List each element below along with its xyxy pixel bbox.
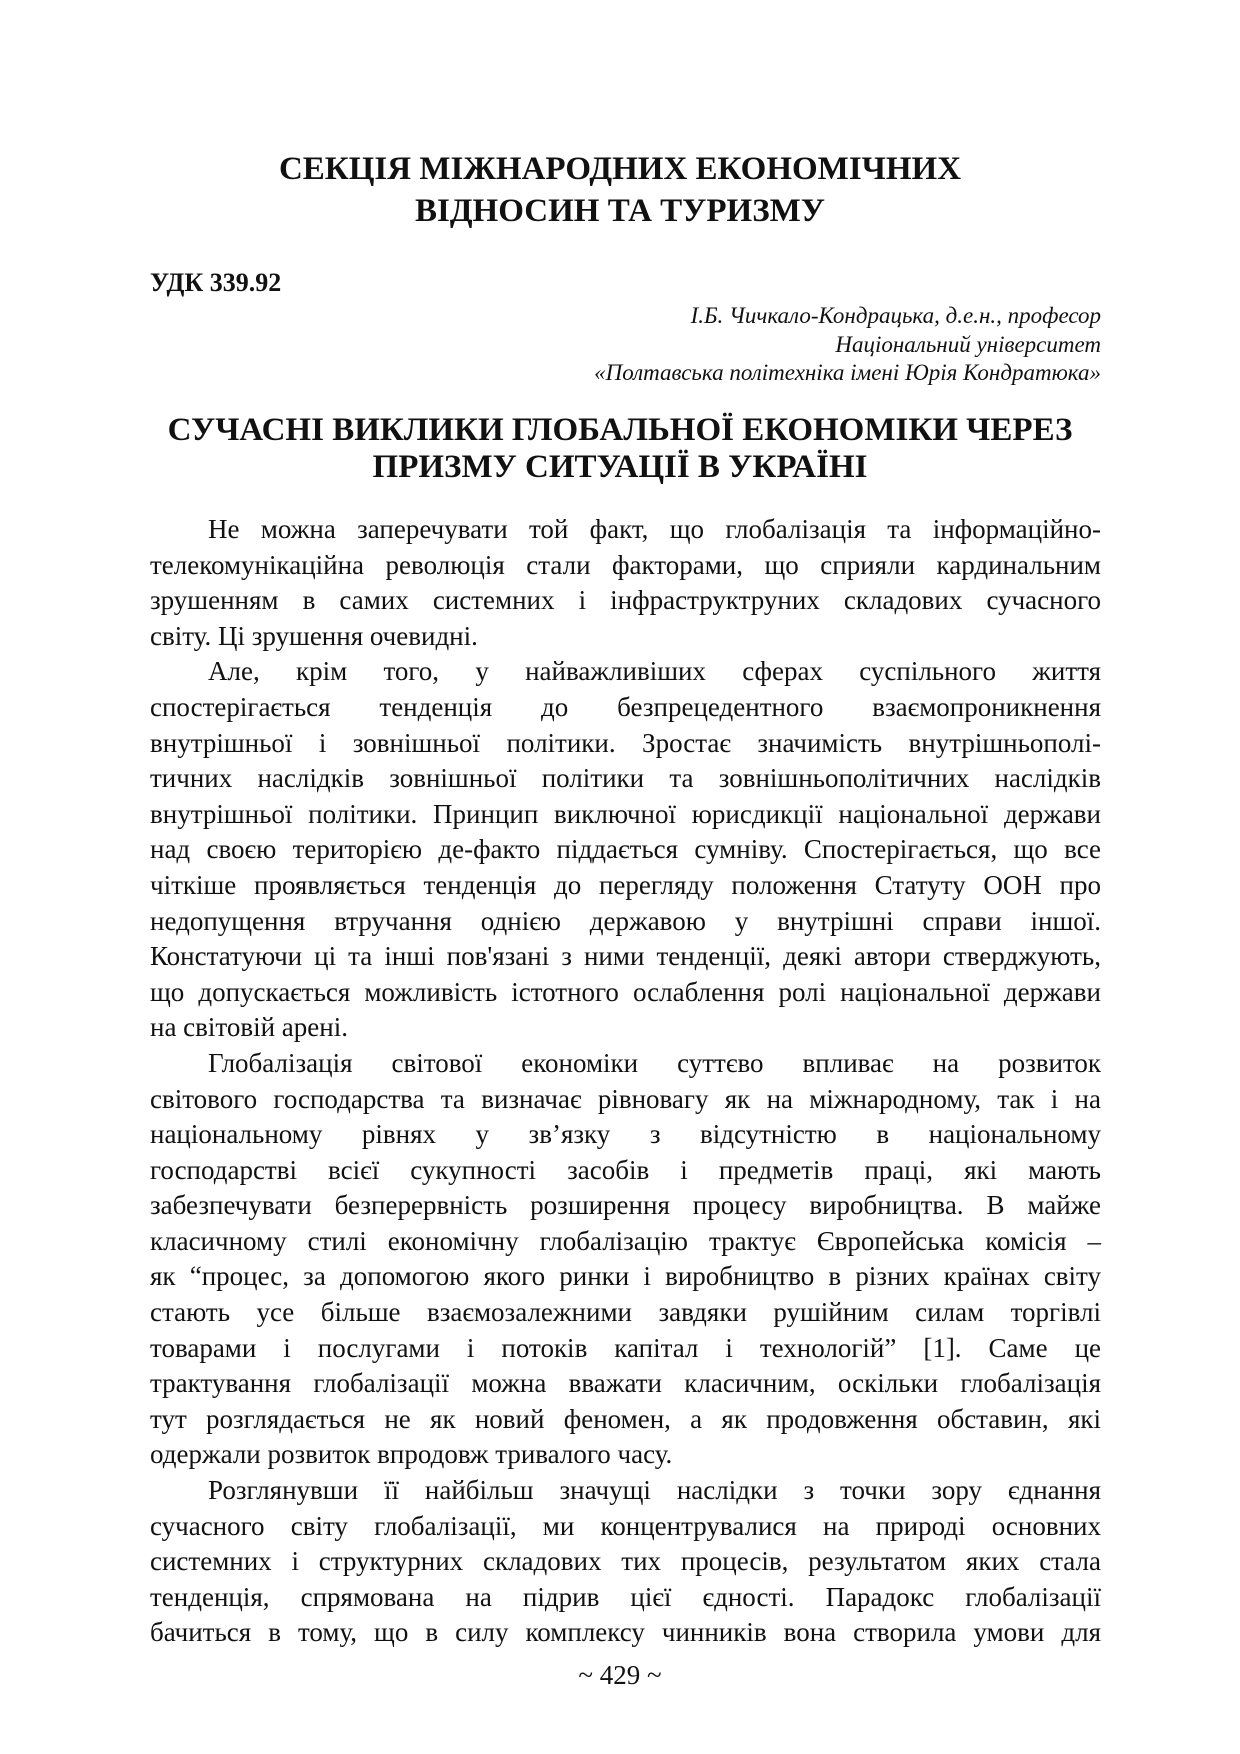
text-line: трактування глобалізації можна вважати класичним, оскільки глобалізація — [150, 1368, 1101, 1399]
text-line: товарами і послугами і потоків капітал і технологій” [1]. Саме це — [150, 1332, 1101, 1363]
text-line: телекомунікаційна революція стали факторами, що сприяли кардинальним — [150, 549, 1101, 580]
text-line: Розглянувши її найбільш значущі наслідки з точки зору єднання — [208, 1475, 1101, 1506]
text-line: системних і структурних складових тих процесів, результатом яких стала — [150, 1546, 1101, 1577]
article-body — [150, 512, 1101, 1651]
text-line: чіткіше проявляється тенденція до перегляду положення Статуту ООН про — [150, 869, 1101, 900]
text-line: внутрішньої політики. Принцип виключної юрисдикції національної держави — [150, 798, 1101, 829]
section-title-line: ВІДНОСИН ТА ТУРИЗМУ — [414, 193, 825, 229]
text-line: класичному стилі економічну глобалізацію трактує Європейська комісія – — [150, 1225, 1101, 1256]
text-line: Але, крім того, у найважливіших сферах суспільного життя — [208, 656, 1101, 687]
text-line: тичних наслідків зовнішньої політики та зовнішньополітичних наслідків — [150, 763, 1101, 794]
text-line: бачиться в тому, що в силу комплексу чинників вона створила умови для — [150, 1617, 1101, 1648]
text-line: Констатуючи ці та інші пов'язані з ними тенденції, деякі автори стверджують, — [150, 941, 1101, 972]
author-affiliation: «Полтавська політехніка імені Юрія Кондратюка» — [594, 360, 1101, 385]
udk-code: УДК 339.92 — [150, 268, 282, 297]
text-line: господарстві всієї сукупності засобів і предметів праці, які мають — [150, 1154, 1101, 1185]
article-title-line: ПРИЗМУ СИТУАЦІЇ В УКРАЇНІ — [372, 449, 868, 485]
text-line: світового господарства та визначає рівновагу як на міжнародному, так і на — [150, 1083, 1101, 1114]
text-line: сучасного світу глобалізації, ми концентрувалися на природі основних — [150, 1510, 1101, 1541]
author-block — [594, 302, 1101, 388]
text-line: що допускається можливість істотного ослаблення ролі національної держави — [150, 976, 1101, 1007]
text-line: тут розглядається не як новий феномен, а як продовження обставин, які — [150, 1403, 1101, 1434]
paragraph — [150, 512, 1101, 654]
article-title — [0, 412, 1240, 486]
text-line: недопущення втручання однією державою у внутрішні справи іншої. — [150, 905, 1101, 936]
text-line: забезпечувати безперервність розширення процесу виробництва. В майже — [150, 1190, 1101, 1221]
text-line: Глобалізація світової економіки суттєво впливає на розвиток — [208, 1047, 1101, 1078]
page-number: ~ 429 ~ — [578, 1660, 662, 1690]
text-line: світу. Ці зрушення очевидні. — [150, 620, 478, 651]
text-line: стають усе більше взаємозалежними завдяки рушійним силам торгівлі — [150, 1297, 1101, 1328]
text-line: Не можна заперечувати той факт, що глобалізація та інформаційно- — [208, 514, 1101, 544]
text-line: внутрішньої і зовнішньої політики. Зростає значимість внутрішньополі- — [150, 727, 1101, 758]
text-line: на світовій арені. — [150, 1012, 348, 1043]
text-line: одержали розвиток впродовж тривалого часу. — [150, 1439, 673, 1470]
text-line: спостерігається тенденція до безпрецедентного взаємопроникнення — [150, 691, 1101, 722]
paragraph — [150, 654, 1101, 1046]
text-line: національному рівнях у зв’язку з відсутністю в національному — [150, 1119, 1101, 1150]
paragraph — [150, 1046, 1101, 1473]
text-line: зрушенням в самих системних і інфраструктруних складових сучасного — [150, 585, 1101, 616]
author-affiliation: Національний університет — [835, 331, 1101, 357]
section-title — [0, 148, 1240, 232]
text-line: над своєю територією де-факто піддається сумніву. Спостерігається, що все — [150, 834, 1101, 865]
text-line: як “процес, за допомогою якого ринки і виробництво в різних країнах світу — [150, 1261, 1101, 1292]
section-title-line: СЕКЦІЯ МІЖНАРОДНИХ ЕКОНОМІЧНИХ — [278, 151, 962, 187]
author-name: І.Б. Чичкало-Кондрацька, д.е.н., професор — [690, 303, 1101, 328]
text-line: тенденція, спрямована на підрив цієї єдності. Парадокс глобалізації — [150, 1581, 1101, 1612]
article-title-line: СУЧАСНІ ВИКЛИКИ ГЛОБАЛЬНОЇ ЕКОНОМІКИ ЧЕРЕЗ — [167, 412, 1073, 448]
paragraph — [150, 1473, 1101, 1651]
